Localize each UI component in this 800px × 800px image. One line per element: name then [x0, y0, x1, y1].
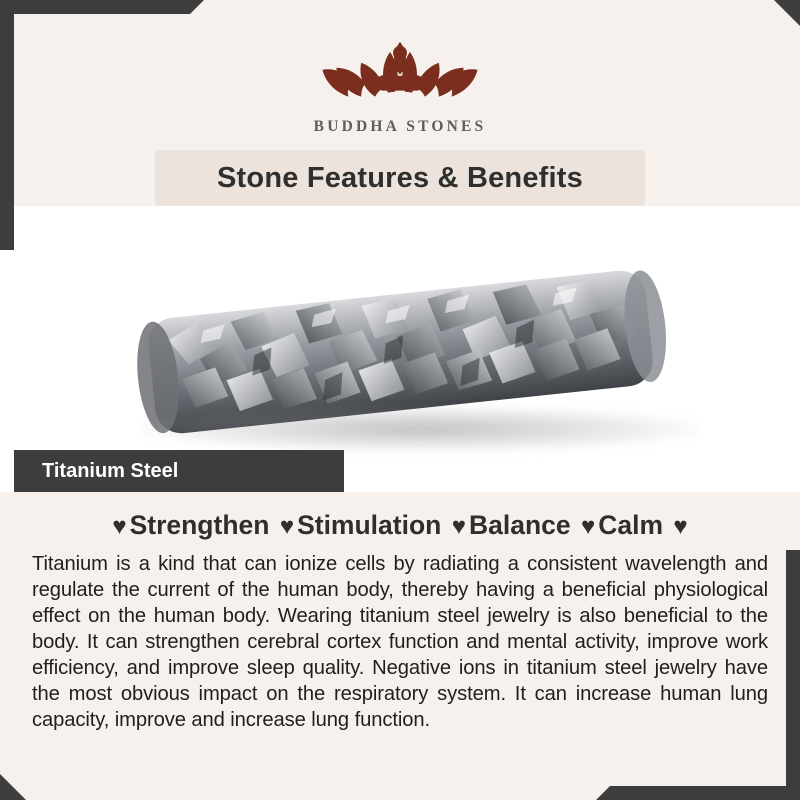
- frame-corner-top-right-triangle: [774, 0, 800, 26]
- heart-icon: ♥: [580, 513, 596, 540]
- product-label-band: [14, 450, 344, 492]
- frame-corner-top-left-vertical: [0, 0, 14, 250]
- image-shadow: [140, 406, 700, 452]
- product-image-area: [0, 206, 800, 492]
- heart-icon: ♥: [112, 513, 127, 540]
- frame-corner-bottom-right-vertical: [786, 550, 800, 800]
- frame-corner-top-left-notch: [190, 0, 204, 14]
- brand-name: BUDDHA STONES: [313, 118, 487, 135]
- benefit-calm: Calm: [598, 510, 664, 540]
- benefit-balance: Balance: [468, 510, 571, 540]
- page-title: Stone Features & Benefits: [217, 161, 583, 194]
- description-text: Titanium is a kind that can ionize cells by radiating a consistent wavelength and regulate the current of the human body, thereby having a beneficial physiological effect on the human body. Wearing titanium steel jewelry is also beneficial to the body. It can strengthen cerebral cortex function and mental activity, improve work efficiency, and improve sleep quality. Negative ions in titanium steel jewelry have the most obvious impact on the respiratory system. It can increase human lung capacity, improve and increase lung function.: [32, 553, 768, 732]
- benefit-stimulation: Stimulation: [297, 510, 442, 540]
- benefits-line: [20, 510, 780, 541]
- frame-corner-top-left-horizontal: [0, 0, 190, 14]
- frame-corner-bottom-right-horizontal: [610, 786, 800, 800]
- benefit-strengthen: Strengthen: [129, 510, 270, 540]
- heart-icon: ♥: [451, 513, 466, 540]
- lotus-meditation-figure-icon: [315, 22, 485, 114]
- heart-icon: ♥: [279, 513, 295, 540]
- product-label: Titanium Steel: [42, 459, 179, 482]
- brand-header: [0, 0, 800, 136]
- frame-corner-bottom-right-notch: [596, 786, 610, 800]
- benefits-section: [0, 492, 800, 547]
- heart-icon: ♥: [673, 513, 688, 540]
- frame-corner-bottom-left-triangle: [0, 774, 26, 800]
- section-title-bar: [0, 150, 800, 206]
